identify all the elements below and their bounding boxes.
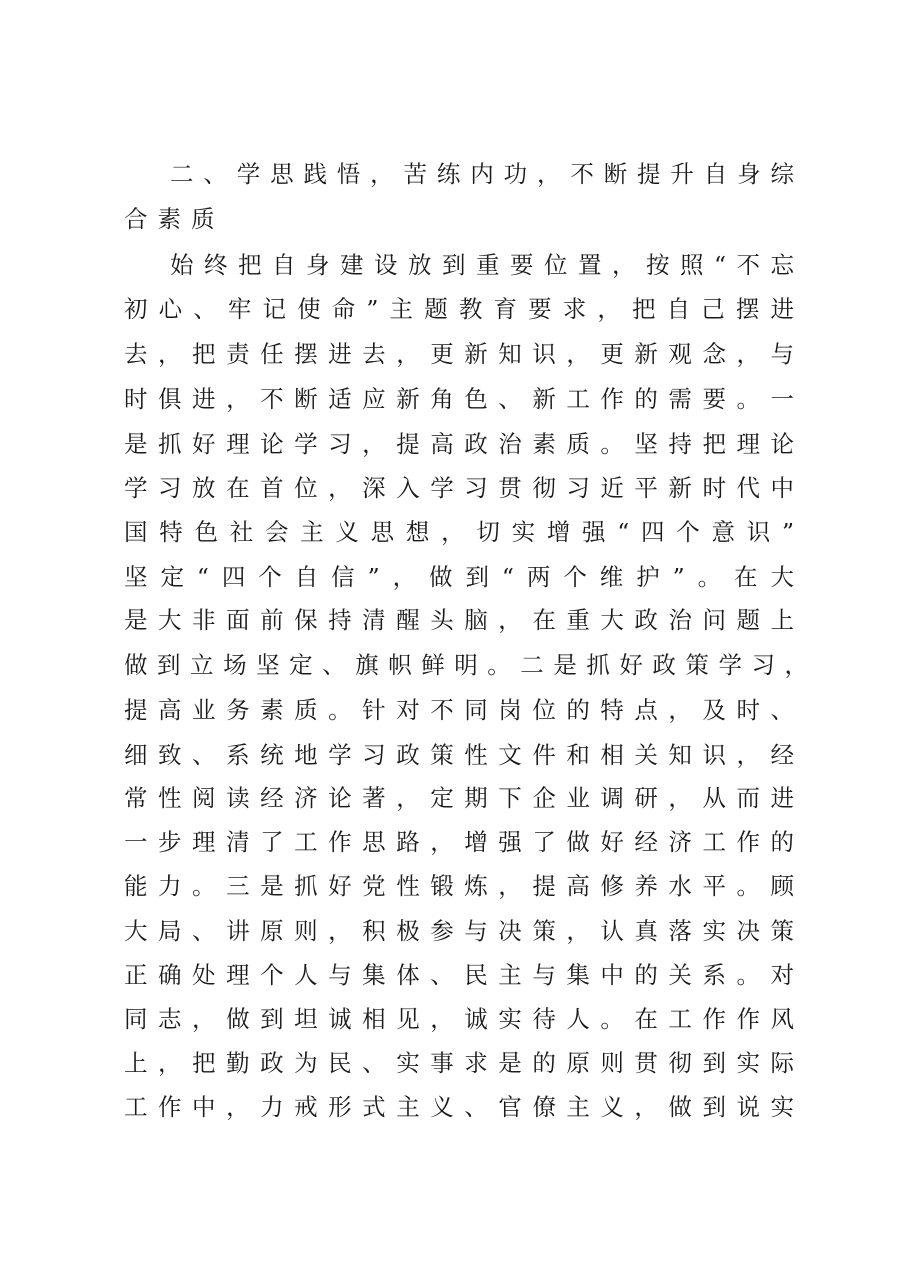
- paragraph-line: 学习放在首位，深入学习贯彻习近平新时代中: [124, 474, 794, 502]
- paragraph-line: 时俱进，不断适应新角色、新工作的需要。一: [124, 385, 794, 413]
- paragraph-line: 是抓好理论学习，提高政治素质。坚持把理论: [124, 430, 794, 458]
- paragraph-line: 大局、讲原则，积极参与决策，认真落实决策: [124, 917, 794, 945]
- paragraph-line: 提高业务素质。针对不同岗位的特点，及时、: [124, 696, 794, 724]
- section-heading-line-1: 二、学思践悟，苦练内功，不断提升自身综: [170, 160, 794, 188]
- paragraph-line: 上，把勤政为民、实事求是的原则贯彻到实际: [124, 1049, 794, 1077]
- paragraph-line: 初心、牢记使命”主题教育要求，把自己摆进: [124, 295, 794, 323]
- paragraph-line: 做到立场坚定、旗帜鲜明。二是抓好政策学习，: [124, 651, 808, 679]
- paragraph-line: 国特色社会主义思想，切实增强“四个意识”: [124, 518, 794, 546]
- paragraph-line: 坚定“四个自信”，做到“两个维护”。在大: [124, 563, 794, 591]
- paragraph-line: 去，把责任摆进去，更新知识，更新观念，与: [124, 340, 794, 368]
- paragraph-line: 正确处理个人与集体、民主与集中的关系。对: [124, 961, 794, 989]
- paragraph-line: 能力。三是抓好党性锻炼，提高修养水平。顾: [124, 872, 794, 900]
- paragraph-line: 一步理清了工作思路，增强了做好经济工作的: [124, 828, 794, 856]
- paragraph-line: 始终把自身建设放到重要位置，按照“不忘: [170, 251, 794, 279]
- section-heading-line-2: 合素质: [124, 205, 225, 233]
- paragraph-line: 细致、系统地学习政策性文件和相关知识，经: [124, 741, 794, 769]
- paragraph-line: 工作中，力戒形式主义、官僚主义，做到说实: [124, 1093, 794, 1121]
- paragraph-line: 是大非面前保持清醒头脑，在重大政治问题上: [124, 606, 794, 634]
- paragraph-line: 同志，做到坦诚相见，诚实待人。在工作作风: [124, 1005, 794, 1033]
- paragraph-line: 常性阅读经济论著，定期下企业调研，从而进: [124, 784, 794, 812]
